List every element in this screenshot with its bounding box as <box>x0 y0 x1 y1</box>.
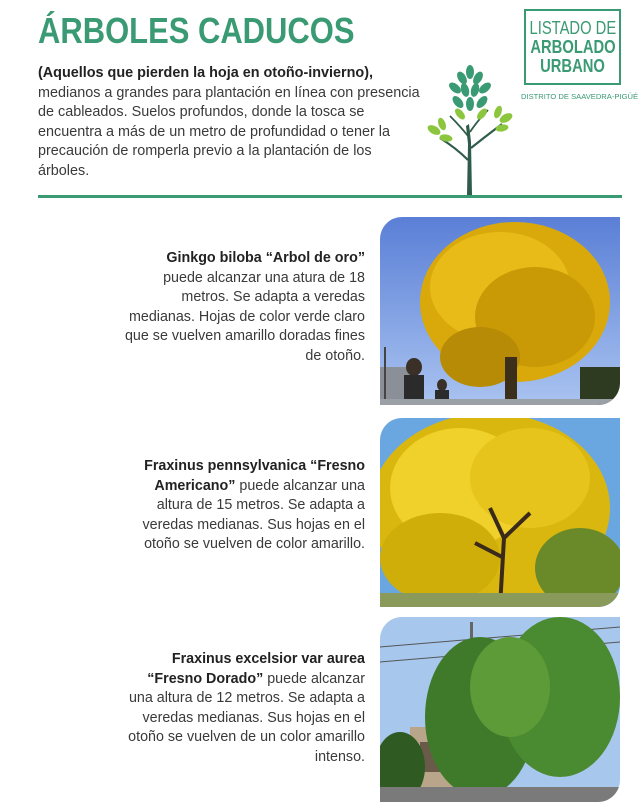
tree-entry-fresno-dorado <box>120 650 365 767</box>
tree-logo-icon <box>420 64 520 196</box>
intro-paragraph <box>38 64 423 181</box>
intro-text: medianos a grandes para plantación en línea con presencia de cableados. Suelos profundos, donde la tosca se encuentra a más de un metro de profundidad o tener la precaución de romperla previo a la plantación de los árboles. <box>38 84 420 179</box>
tree-name: Fraxinus pennsylvanica “Fresno Americano” <box>144 458 365 494</box>
listado-badge <box>524 9 621 85</box>
tree-entry-fresno-americano <box>120 457 365 555</box>
tree-description: puede alcanzar una altura de 15 metros. Se adapta a veredas medianas. Sus hojas en el otoño se vuelven de color amarillo. <box>142 477 365 552</box>
tree-description: puede alcanzar una altura de 12 metros. Se adapta a veredas medianas. Sus hojas en el otoño se vuelven de un color amarillo intenso. <box>128 670 365 765</box>
tree-description: puede alcanzar una atura de 18 metros. Se adapta a veredas medianas. Hojas de color verde claro que se vuelven amarillo doradas fines de otoño. <box>124 269 365 364</box>
fresno-dorado-photo <box>380 617 620 802</box>
badge-subtitle: DISTRITO DE SAAVEDRA-PIGÜÉ <box>521 92 639 101</box>
badge-line-2: ARBOLADO <box>529 36 616 57</box>
ginkgo-photo <box>380 217 620 405</box>
header-divider <box>38 195 622 198</box>
fresno-americano-photo <box>380 418 620 607</box>
badge-line-1: LISTADO DE <box>529 17 616 38</box>
tree-entry-ginkgo <box>120 249 365 366</box>
page-title: ÁRBOLES CADUCOS <box>38 10 355 51</box>
tree-name: Fraxinus excelsior var aurea “Fresno Dorado” <box>147 651 365 687</box>
badge-line-3: URBANO <box>540 55 605 76</box>
intro-bold: (Aquellos que pierden la hoja en otoño-invierno), <box>38 65 373 81</box>
tree-name: Ginkgo biloba “Arbol de oro” <box>166 250 365 266</box>
